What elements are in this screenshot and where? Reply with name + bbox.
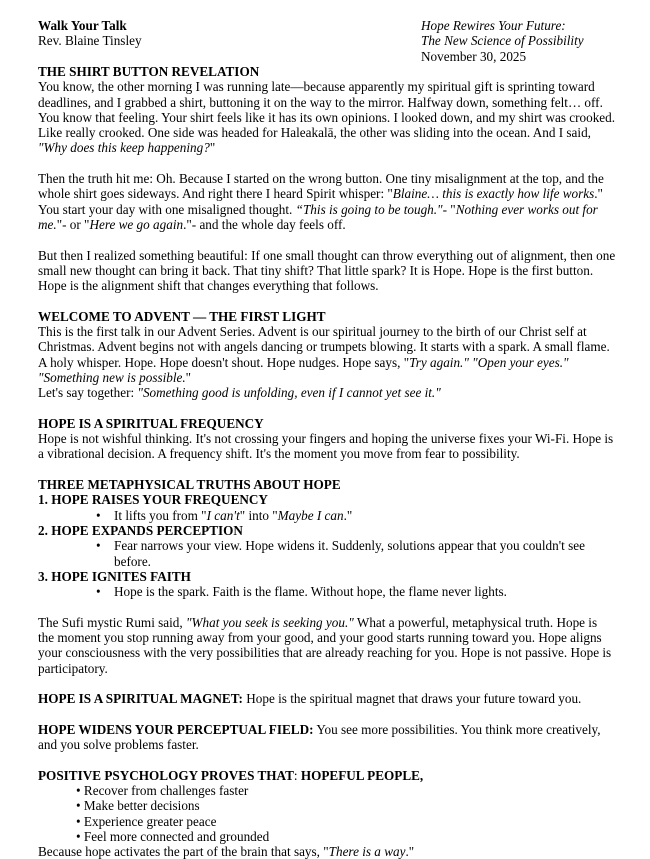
- paragraph-closing: Because hope activates the part of the brain that says, "There is a way.": [38, 844, 415, 859]
- talk-title-line2: The New Science of Possibility: [421, 33, 584, 49]
- section-heading-positive-psychology: POSITIVE PSYCHOLOGY PROVES THAT: HOPEFUL PEOPLE,: [38, 767, 424, 783]
- paragraph-spiritual-magnet: HOPE IS A SPIRITUAL MAGNET: Hope is the spiritual magnet that draws your future toward you.: [38, 691, 582, 707]
- section-heading-frequency: HOPE IS A SPIRITUAL FREQUENCY: [38, 415, 264, 431]
- truth-1-heading: 1. HOPE RAISES YOUR FREQUENCY: [38, 492, 268, 508]
- section-heading-advent: WELCOME TO ADVENT — THE FIRST LIGHT: [38, 308, 326, 324]
- paragraph-rumi: The Sufi mystic Rumi said, "What you seek is seeking you." What a powerful, metaphysical truth. Hope is the moment you stop running away from your good, and your good starts running toward you. Hope aligns your consciousness with the very possibilities that are already reaching for you. Hope is not passive. Hope is participatory.: [38, 614, 612, 676]
- list-item: • Recover from challenges faster: [76, 782, 249, 798]
- header-right: [421, 18, 584, 64]
- author-name: Rev. Blaine Tinsley: [38, 33, 142, 49]
- document-header: [38, 18, 616, 64]
- talk-date: November 30, 2025: [421, 48, 527, 64]
- truth-2-list: [38, 538, 616, 569]
- talk-series-title: Walk Your Talk: [38, 18, 127, 33]
- paragraph-say-together: Let's say together: "Something good is unfolding, even if I cannot yet see it.": [38, 385, 441, 401]
- list-item: • Feel more connected and grounded: [76, 828, 270, 844]
- list-item: • Experience greater peace: [76, 813, 217, 829]
- truth-3-list: [38, 584, 616, 599]
- paragraph-truth-hit: Then the truth hit me: Oh. Because I started on the wrong button. One tiny misalignment at the top, and the whole shirt goes sideways. And right there I heard Spirit whisper: "Blaine… this is exactly how life works." You start your day with one misaligned thought. “This is going to be tough."- "Nothing ever works out for me."- or "Here we go again."- and the whole day feels off.: [38, 171, 604, 232]
- list-item: • It lifts you from "I can't" into "Maybe I can.": [38, 508, 616, 523]
- talk-title-line1: Hope Rewires Your Future:: [421, 18, 566, 33]
- list-item: • Fear narrows your view. Hope widens it. Suddenly, solutions appear that you couldn't see before.: [38, 538, 616, 569]
- truth-3-heading: 3. HOPE IGNITES FAITH: [38, 568, 191, 584]
- paragraph-shirt-story: You know, the other morning I was running late—because apparently my spiritual gift is sprinting toward deadlines, and I grabbed a shirt, buttoning it on the way to the mirror. Halfway down, something felt… off. You know that feeling. Your shirt feels like it has its own opinions. I looked down, and my shirt was crooked. Like really crooked. One side was headed for Haleakalā, the other was sliding into the ocean. And I said, "Why does this keep happening?": [38, 79, 616, 156]
- section-heading-shirt-button: THE SHIRT BUTTON REVELATION: [38, 64, 260, 79]
- paragraph-frequency: Hope is not wishful thinking. It's not crossing your fingers and hoping the universe fixes your Wi-Fi. Hope is a vibrational decision. A frequency shift. It's the moment you move from fear to possibility.: [38, 431, 614, 462]
- truth-1-list: [38, 508, 616, 523]
- truth-2-heading: 2. HOPE EXPANDS PERCEPTION: [38, 522, 243, 538]
- list-item: • Hope is the spark. Faith is the flame. Without hope, the flame never lights.: [38, 584, 616, 599]
- paragraph-advent-series: This is the first talk in our Advent Series. Advent is our spiritual journey to the birth of our Christ self at Christmas. Advent begins not with angels dancing or trumpets blowing. It starts with a spark. A small flame. A holy whisper. Hope. Hope doesn't shout. Hope nudges. Hope says, "Try again." "Open your eyes." "Something new is possible.": [38, 324, 610, 385]
- document-page: [38, 18, 616, 859]
- list-item: • Make better decisions: [76, 798, 200, 814]
- paragraph-perceptual-field: HOPE WIDENS YOUR PERCEPTUAL FIELD: You see more possibilities. You think more creatively, and you solve problems faster.: [38, 721, 601, 753]
- section-heading-three-truths: THREE METAPHYSICAL TRUTHS ABOUT HOPE: [38, 477, 341, 493]
- paragraph-first-button: But then I realized something beautiful: If one small thought can throw everything out of alignment, then one small new thought can bring it back. That tiny shift? That little spark? It is Hope. Hope is the first button. Hope is the alignment shift that changes everything that follows.: [38, 247, 616, 294]
- hopeful-people-list: [38, 783, 616, 844]
- header-left: [38, 18, 142, 49]
